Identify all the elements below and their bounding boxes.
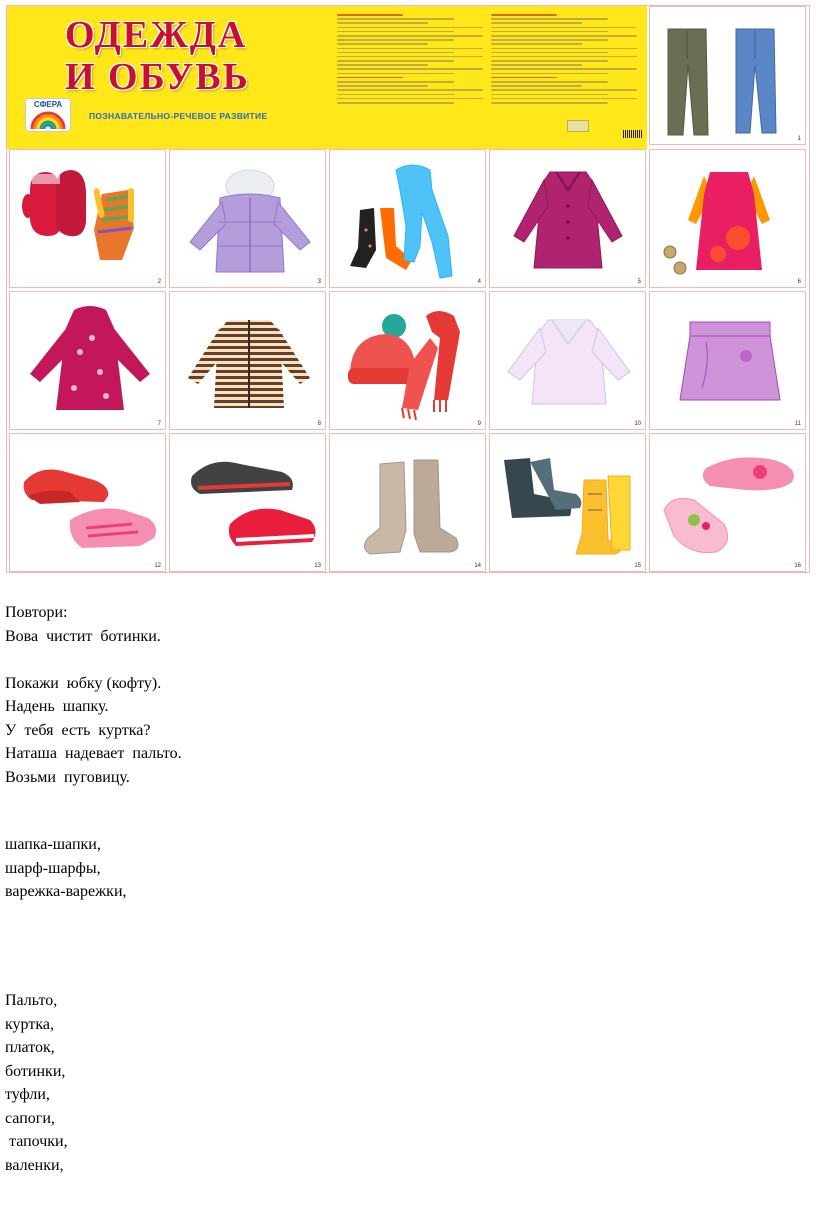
fine-print-line bbox=[337, 22, 428, 24]
poster-cell-5 bbox=[489, 149, 646, 288]
poster-cell-6 bbox=[649, 149, 806, 288]
cell-number: 13 bbox=[314, 563, 321, 569]
jeans-icon bbox=[650, 7, 806, 145]
fine-print-line bbox=[491, 68, 637, 70]
fine-print-line bbox=[337, 60, 454, 62]
fine-print-line bbox=[337, 43, 428, 45]
poster-image bbox=[6, 5, 810, 573]
socks-tights-icon bbox=[330, 150, 486, 288]
valenki-icon bbox=[330, 434, 486, 572]
fine-print-line bbox=[337, 18, 454, 20]
coat-icon bbox=[490, 150, 646, 288]
fine-print-line bbox=[491, 60, 608, 62]
text-line: куртка, bbox=[5, 1015, 54, 1033]
shoes-sandals-icon bbox=[10, 434, 166, 572]
down-jacket-icon bbox=[170, 150, 326, 288]
poster-cell-2 bbox=[9, 149, 166, 288]
fine-print-line bbox=[491, 56, 637, 58]
slippers-icon bbox=[650, 434, 806, 572]
poster-cell-12 bbox=[9, 433, 166, 572]
poster-title bbox=[65, 14, 250, 98]
cell-number: 14 bbox=[474, 563, 481, 569]
fine-print-line bbox=[491, 94, 608, 96]
text-line: Повтори: bbox=[5, 604, 68, 621]
dress-buttons-icon bbox=[650, 150, 806, 288]
mittens-gloves-icon bbox=[10, 150, 166, 288]
cell-number: 6 bbox=[797, 279, 801, 285]
fine-print-line bbox=[337, 77, 403, 79]
cell-number: 16 bbox=[794, 563, 801, 569]
poster-cell-11 bbox=[649, 291, 806, 430]
publisher-logo bbox=[25, 98, 71, 132]
fine-print-line bbox=[491, 81, 608, 83]
poster-cell-9 bbox=[329, 291, 486, 430]
exercise-word-list bbox=[5, 989, 68, 1177]
fine-print-line bbox=[337, 52, 454, 54]
poster-cell-8 bbox=[169, 291, 326, 430]
cell-number: 1 bbox=[797, 136, 801, 142]
text-line: сапоги, bbox=[5, 1109, 55, 1127]
cell-number: 12 bbox=[154, 563, 161, 569]
boots-rubber-boots-icon bbox=[490, 434, 646, 572]
fine-print-line bbox=[337, 73, 454, 75]
fine-print-line bbox=[337, 68, 483, 70]
small-logo bbox=[567, 120, 589, 132]
fine-print-line bbox=[491, 64, 582, 66]
fine-print-line bbox=[491, 73, 608, 75]
cell-number: 4 bbox=[477, 279, 481, 285]
poster-cell-14 bbox=[329, 433, 486, 572]
text-line: шапка-шапки, bbox=[5, 836, 101, 853]
fine-print-line bbox=[491, 31, 608, 33]
poster-cell-7 bbox=[9, 291, 166, 430]
fine-print-line bbox=[337, 14, 403, 16]
poster-cell-13 bbox=[169, 433, 326, 572]
exercise-repeat bbox=[5, 601, 182, 789]
fine-print-line bbox=[491, 77, 557, 79]
fine-print-line bbox=[491, 98, 637, 100]
fine-print-line bbox=[337, 89, 483, 91]
cell-number: 3 bbox=[317, 279, 321, 285]
text-line: Покажи юбку (кофту). bbox=[5, 674, 162, 692]
fine-print-line bbox=[337, 27, 483, 29]
sweater-icon bbox=[170, 292, 326, 430]
fine-print-column-left bbox=[337, 14, 483, 140]
fine-print-line bbox=[491, 52, 608, 54]
fine-print-line bbox=[337, 85, 428, 87]
text-line bbox=[5, 648, 182, 672]
title-line-1: ОДЕЖДА bbox=[65, 14, 248, 56]
cell-number: 15 bbox=[634, 563, 641, 569]
publisher-logo-text: СФЕРА bbox=[33, 100, 63, 109]
fine-print-column-right bbox=[491, 14, 637, 140]
poster-banner bbox=[7, 6, 647, 149]
poster-cell-3 bbox=[169, 149, 326, 288]
text-line: Пальто, bbox=[5, 992, 58, 1009]
poster-cell-10 bbox=[489, 291, 646, 430]
poster-fine-print bbox=[337, 14, 637, 140]
fine-print-line bbox=[491, 35, 637, 37]
rainbow-icon bbox=[29, 110, 67, 130]
fur-coat-icon bbox=[490, 292, 646, 430]
fine-print-line bbox=[491, 14, 557, 16]
text-line: Надень шапку. bbox=[5, 698, 109, 715]
cell-number: 9 bbox=[477, 421, 481, 427]
fine-print-line bbox=[491, 43, 582, 45]
fine-print-line bbox=[337, 81, 454, 83]
cell-number: 10 bbox=[634, 421, 641, 427]
fine-print-line bbox=[491, 89, 637, 91]
cell-number: 5 bbox=[637, 279, 641, 285]
exercise-plurals bbox=[5, 833, 127, 904]
sneakers-icon bbox=[170, 434, 326, 572]
fine-print-line bbox=[337, 94, 454, 96]
cell-number: 8 bbox=[317, 421, 321, 427]
fine-print-line bbox=[337, 39, 454, 41]
text-line: Вова чистит ботинки. bbox=[5, 627, 161, 645]
poster-cell-15 bbox=[489, 433, 646, 572]
fine-print-line bbox=[337, 48, 483, 50]
fine-print-line bbox=[491, 48, 637, 50]
fine-print-line bbox=[337, 56, 483, 58]
cell-number: 7 bbox=[157, 421, 161, 427]
text-line: туфли, bbox=[5, 1086, 50, 1103]
text-line: валенки, bbox=[5, 1156, 64, 1174]
fine-print-line bbox=[491, 18, 608, 20]
raincoat-icon bbox=[10, 292, 166, 430]
fine-print-line bbox=[491, 22, 582, 24]
fine-print-line bbox=[491, 27, 637, 29]
text-line: тапочки, bbox=[5, 1133, 68, 1150]
barcode-icon bbox=[623, 130, 643, 138]
text-line: У тебя есть куртка? bbox=[5, 721, 151, 739]
fine-print-line bbox=[337, 35, 483, 37]
fine-print-line bbox=[337, 64, 428, 66]
fine-print-line bbox=[337, 31, 454, 33]
text-line: шарф-шарфы, bbox=[5, 859, 101, 877]
text-line: платок, bbox=[5, 1039, 55, 1056]
cell-number: 2 bbox=[157, 279, 161, 285]
poster-subtitle: ПОЗНАВАТЕЛЬНО-РЕЧЕВОЕ РАЗВИТИЕ bbox=[89, 111, 268, 121]
text-line: варежка-варежки, bbox=[5, 883, 127, 900]
skirt-icon bbox=[650, 292, 806, 430]
title-line-2: И ОБУВЬ bbox=[65, 56, 250, 98]
poster-cell-1 bbox=[649, 6, 806, 145]
poster-cell-16 bbox=[649, 433, 806, 572]
fine-print-line bbox=[491, 39, 608, 41]
fine-print-line bbox=[337, 102, 454, 104]
hat-scarf-icon bbox=[330, 292, 486, 430]
poster-cell-4 bbox=[329, 149, 486, 288]
fine-print-line bbox=[491, 102, 608, 104]
text-line: Возьми пуговицу. bbox=[5, 768, 130, 786]
text-line: ботинки, bbox=[5, 1062, 66, 1080]
cell-number: 11 bbox=[794, 421, 801, 427]
text-line: Наташа надевает пальто. bbox=[5, 745, 182, 762]
fine-print-line bbox=[491, 85, 582, 87]
fine-print-line bbox=[337, 98, 483, 100]
